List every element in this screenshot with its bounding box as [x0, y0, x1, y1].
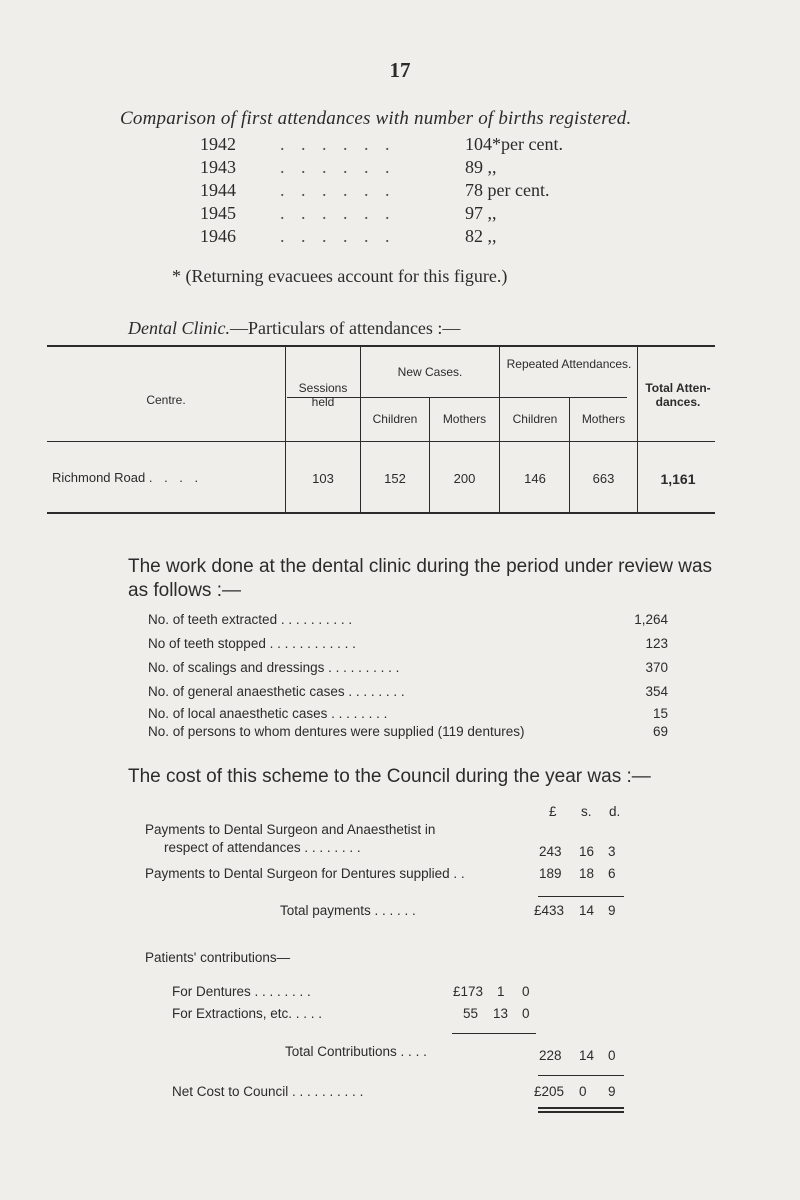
amount-pence: 0 [522, 984, 530, 999]
cost-intro: The cost of this scheme to the Council during the year was :— [128, 766, 651, 787]
payment-label: respect of attendances . . . . . . . . [164, 840, 361, 855]
amount-shillings: 16 [579, 844, 595, 859]
amount-pounds: 55 [463, 1006, 479, 1021]
amount-pence: 3 [608, 844, 616, 859]
sum-rule [538, 896, 624, 897]
year: 1943 [200, 157, 236, 177]
percentage: 82 ,, [465, 226, 497, 246]
amount-pounds: 228 [539, 1048, 562, 1063]
amount-shillings: 14 [579, 903, 595, 918]
total-contributions-label: Total Contributions . . . . [285, 1044, 427, 1059]
amount-pounds: 189 [539, 866, 562, 881]
header-mothers: Mothers [442, 412, 487, 426]
item-label: No. of teeth extracted . . . . . . . . . . [148, 612, 353, 627]
amount-pence: 0 [522, 1006, 530, 1021]
percentage: 78 per cent. [465, 180, 550, 200]
net-cost-label: Net Cost to Council . . . . . . . . . . [172, 1084, 364, 1099]
header-repeated-attendances: Repeated Attendances. [506, 357, 632, 371]
header-total-attendances: Total Atten- dances. [645, 381, 711, 409]
header-centre: Centre. [146, 393, 186, 407]
amount-shillings: 14 [579, 1048, 595, 1063]
contribution-label: For Extractions, etc. . . . . [172, 1006, 323, 1021]
amount-pence: 0 [608, 1048, 616, 1063]
amount-pence: 6 [608, 866, 616, 881]
amount-shillings: 1 [497, 984, 505, 999]
item-label: No of teeth stopped . . . . . . . . . . . . [148, 636, 356, 651]
amount-shillings: 0 [579, 1084, 587, 1099]
cell-sessions: 103 [312, 471, 334, 486]
sum-rule [538, 1075, 624, 1076]
footnote: * (Returning evacuees account for this figure.) [172, 266, 508, 286]
header-children: Children [372, 412, 418, 426]
amount-pounds: 243 [539, 844, 562, 859]
year: 1944 [200, 180, 236, 200]
item-value: 1,264 [634, 612, 668, 627]
item-value: 69 [652, 724, 668, 739]
page-number: 17 [389, 58, 411, 82]
dental-clinic-title: Dental Clinic. [128, 318, 230, 338]
year: 1945 [200, 203, 236, 223]
amount-pence: 9 [608, 1084, 616, 1099]
cell-total: 1,161 [660, 471, 696, 487]
item-value: 123 [645, 636, 668, 651]
cell-repeated-children: 146 [524, 471, 546, 486]
payment-label: Payments to Dental Surgeon for Dentures supplied . . [145, 866, 465, 881]
header-sessions: Sessions held [298, 381, 348, 409]
double-rule [538, 1107, 624, 1109]
leader-dots: . . . . . . [280, 134, 396, 154]
dental-clinic-subtitle: —Particulars of attendances :— [230, 318, 461, 338]
comparison-title: Comparison of first attendances with number of births registered. [120, 108, 632, 129]
item-label: No. of general anaesthetic cases . . . . . . . . [148, 684, 405, 699]
double-rule [538, 1111, 624, 1113]
item-label: No. of scalings and dressings . . . . . . . . . . [148, 660, 400, 675]
percentage: 89 ,, [465, 157, 497, 177]
percentage: 104*per cent. [465, 134, 563, 154]
item-value: 15 [652, 706, 668, 721]
leader-dots: . . . . . . [280, 157, 396, 177]
cell-new-mothers: 200 [453, 471, 476, 486]
col-shillings: s. [581, 804, 592, 819]
payment-label: Payments to Dental Surgeon and Anaesthetist in [145, 822, 436, 837]
header-new-cases: New Cases. [397, 365, 463, 379]
sum-rule [452, 1033, 536, 1034]
amount-pounds: £433 [534, 903, 565, 918]
cell-centre: Richmond Road . . . . [52, 470, 203, 485]
amount-pounds: £173 [453, 984, 484, 999]
work-intro: The work done at the dental clinic during the period under review was as follows :— [128, 556, 713, 601]
leader-dots: . . . . [148, 470, 203, 485]
year: 1942 [200, 134, 236, 154]
contributions-heading: Patients' contributions— [145, 950, 291, 965]
cell-new-children: 152 [384, 471, 406, 486]
header-mothers: Mothers [581, 412, 626, 426]
cell-repeated-mothers: 663 [592, 471, 615, 486]
leader-dots: . . . . . . [280, 180, 396, 200]
contribution-label: For Dentures . . . . . . . . [172, 984, 311, 999]
percentage: 97 ,, [465, 203, 497, 223]
leader-dots: . . . . . . [280, 226, 396, 246]
col-pound: £ [549, 804, 557, 819]
item-value: 370 [645, 660, 668, 675]
total-payments-label: Total payments . . . . . . [280, 903, 416, 918]
item-label: No. of persons to whom dentures were supplied (119 dentures) [148, 724, 525, 739]
year: 1946 [200, 226, 236, 246]
amount-shillings: 18 [579, 866, 595, 881]
amount-pence: 9 [608, 903, 616, 918]
amount-pounds: £205 [534, 1084, 565, 1099]
item-label: No. of local anaesthetic cases . . . . . . . . [148, 706, 388, 721]
header-children: Children [512, 412, 558, 426]
item-value: 354 [645, 684, 668, 699]
col-pence: d. [609, 804, 621, 819]
amount-shillings: 13 [493, 1006, 509, 1021]
leader-dots: . . . . . . [280, 203, 396, 223]
